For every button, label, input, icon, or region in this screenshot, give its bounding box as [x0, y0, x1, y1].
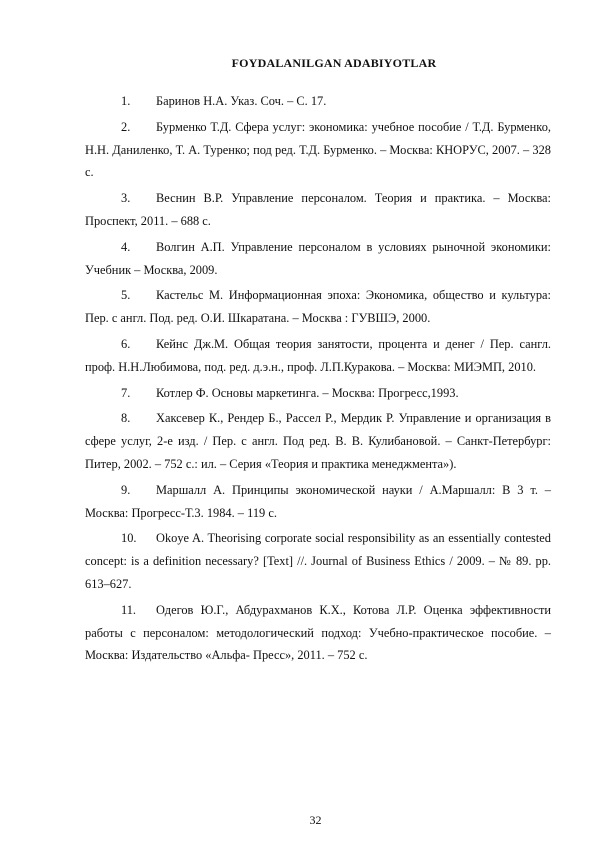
reference-number: 2.	[121, 119, 131, 134]
reference-number: 6.	[121, 336, 131, 351]
reference-item	[85, 382, 551, 405]
reference-text: Хаксевер К., Рендер Б., Рассел Р., Мердик Р. Управление и организация в сфере услуг, 2-е изд. / Пер. с англ. Под ред. В. В. Кулибановой. – Санкт-Петербург: Питер, 2002. – 752 с.: ил. – Серия «Теория и практика менеджмента»).	[85, 411, 551, 471]
reference-item	[85, 527, 551, 595]
reference-text: Кейнс Дж.М. Общая теория занятости, процента и денег / Пер. сангл. проф. Н.Н.Любимова, под. ред. д.э.н., проф. Л.П.Куракова. – Москва: МИЭМП, 2010.	[85, 336, 551, 374]
reference-text: Котлер Ф. Основы маркетинга. – Москва: Прогресс,1993.	[156, 385, 459, 400]
reference-text: Okoye A. Theorising corporate social responsibility as an essentially contested concept: is a definition necessary? [Text] //. Journal of Business Ethics / 2009. – № 89. pp. 613–627.	[85, 531, 551, 591]
reference-text: Маршалл А. Принципы экономической науки / А.Маршалл: В 3 т. – Москва: Прогресс-Т.3. 1984. – 119 с.	[85, 482, 551, 520]
reference-number: 5.	[121, 288, 131, 303]
reference-number: 1.	[121, 94, 131, 108]
reference-item	[85, 187, 551, 233]
reference-number: 10.	[121, 531, 137, 546]
reference-text: Бурменко Т.Д. Сфера услуг: экономика: учебное пособие / Т.Д. Бурменко, Н.Н. Даниленко, Т. А. Туренко; под ред. Т.Д. Бурменко. – Москва: КНОРУС, 2007. – 328 с.	[85, 119, 551, 180]
reference-number: 4.	[121, 239, 131, 254]
reference-text: Баринов Н.А. Указ. Соч. – С. 17.	[156, 94, 327, 108]
page-content	[85, 56, 551, 670]
page-title: FOYDALANILGAN ADABIYOTLAR	[231, 56, 437, 70]
reference-text: Волгин А.П. Управление персоналом в условиях рыночной экономики: Учебник – Москва, 2009.	[85, 239, 551, 277]
reference-item	[85, 599, 551, 667]
reference-number: 8.	[121, 411, 131, 426]
reference-number: 11.	[121, 602, 137, 617]
reference-item	[85, 333, 551, 379]
reference-item	[85, 116, 551, 184]
reference-item	[85, 236, 551, 282]
reference-text: Веснин В.Р. Управление персоналом. Теория и практика. – Москва: Проспект, 2011. – 688 с.	[85, 191, 551, 228]
reference-number: 7.	[121, 385, 131, 400]
reference-item	[85, 90, 551, 113]
reference-text: Одегов Ю.Г., Абдурахманов К.Х., Котова Л.Р. Оценка эффективности работы с персоналом: методологический подход: Учебно-практическое пособие. – Москва: Издательство «Альфа- Пресс», 2011. – 752 с.	[85, 602, 551, 663]
reference-item	[85, 284, 551, 330]
reference-item	[85, 407, 551, 475]
reference-number: 3.	[121, 191, 131, 206]
reference-item	[85, 479, 551, 525]
page-number: 32	[309, 813, 322, 827]
reference-number: 9.	[121, 482, 131, 497]
reference-list	[85, 90, 551, 667]
reference-text: Кастельс М. Информационная эпоха: Экономика, общество и культура: Пер. с англ. Под. ред. О.И. Шкаратана. – Москва : ГУВШЭ, 2000.	[85, 288, 551, 326]
